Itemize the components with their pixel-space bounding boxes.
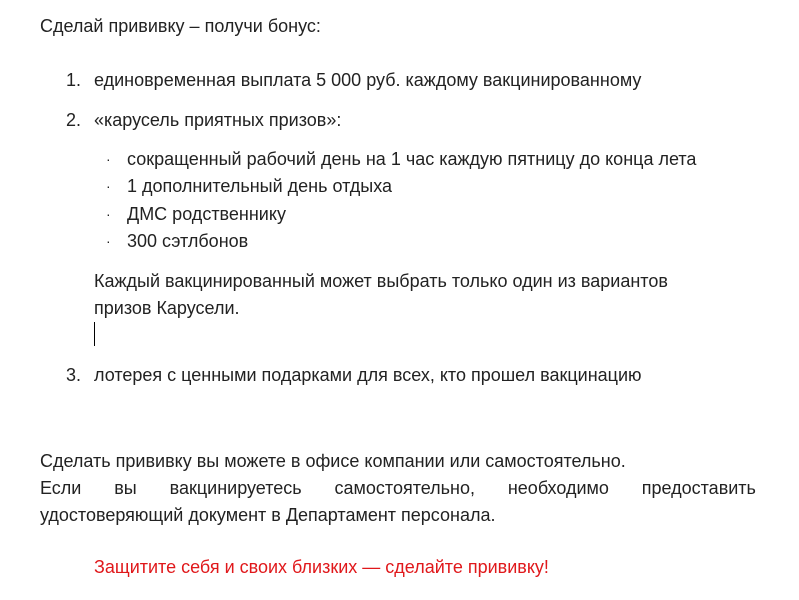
- bullet-item-1: сокращенный рабочий день на 1 час каждую пятницу до конца лета: [127, 149, 697, 169]
- list-item-1: единовременная выплата 5 000 руб. каждому вакцинированному: [94, 70, 642, 90]
- outro-line-1: Сделать прививку вы можете в офисе компании или самостоятельно.: [40, 451, 626, 471]
- list-number-3: 3.: [66, 365, 82, 385]
- list-number-2: 2.: [66, 110, 82, 130]
- outro-line-2: [40, 475, 756, 501]
- bullet-item-2: 1 дополнительный день отдыха: [127, 176, 392, 196]
- outro-word: вакцинируетесь: [169, 478, 302, 498]
- intro-heading: Сделай прививку – получи бонус:: [40, 16, 321, 36]
- outro-word: необходимо: [507, 478, 609, 498]
- bullet-mark: ·: [106, 178, 111, 194]
- bullet-item-3: ДМС родственнику: [127, 204, 286, 224]
- bullet-mark: ·: [106, 206, 111, 222]
- bullet-mark: ·: [106, 151, 111, 167]
- bullet-mark: ·: [106, 233, 111, 249]
- carousel-note-line-1: Каждый вакцинированный может выбрать только один из вариантов: [94, 271, 668, 291]
- outro-word: вы: [114, 478, 137, 498]
- vaccination-callout: Защитите себя и своих близких — сделайте прививку!: [94, 557, 549, 577]
- list-number-1: 1.: [66, 70, 82, 90]
- list-item-3: лотерея с ценными подарками для всех, кто прошел вакцинацию: [94, 365, 642, 385]
- outro-word: предоставить: [641, 478, 756, 498]
- carousel-note-line-2: призов Карусели.: [94, 298, 240, 318]
- outro-line-3: удостоверяющий документ в Департамент персонала.: [40, 505, 496, 525]
- bullet-item-4: 300 сэтлбонов: [127, 231, 249, 251]
- list-item-2: «карусель приятных призов»:: [94, 110, 342, 130]
- outro-word: Если: [40, 478, 82, 498]
- text-cursor[interactable]: [94, 322, 95, 346]
- outro-word: самостоятельно,: [334, 478, 475, 498]
